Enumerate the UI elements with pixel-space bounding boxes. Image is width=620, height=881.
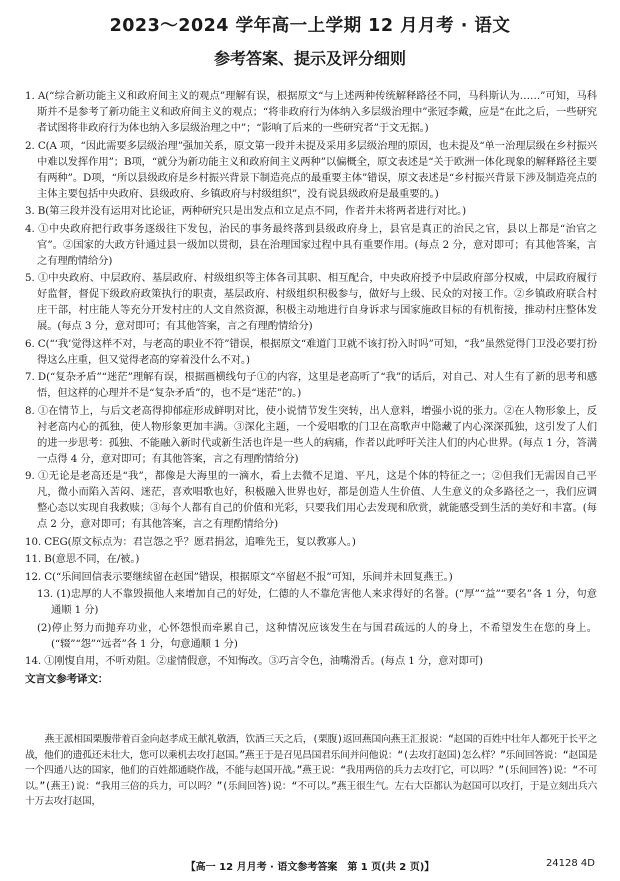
footer-label: 【高一 12 月月考 · 语文参考答案 第 1 页(共 2 页)】 (185, 862, 435, 873)
answer-item-13-part1: 13. (1)忠厚的人不靠毁损他人来增加自己的好处，仁德的人不靠危害他人来求得好的名誉。(“厚”“益”“要名”各 1 分，句意通顺 1 分) (37, 588, 597, 616)
answer-item-4: 4. ①中央政府把行政事务逐级往下发包，治民的事务最终落到县级政府身上，县官是真正的治民之官，县以上都是“治官之官”。②国家的大政方针通过县一级加以贯彻，县在治理国家过程中具有重要作用。(每点 2 分，意对即可；有其他答案，言之有理酌情给分) (25, 222, 597, 267)
footer-code: 24128 4D (545, 858, 595, 869)
answer-item-6: 6. C(“‘我’觉得这样不对，与老高的职业不符”错误，根据原文“难道门卫就不该打扮入时吗”可知，“我”虽然觉得门卫没必要打扮得这么庄重，但又觉得老高的穿着没什么不对。) (25, 337, 597, 366)
answer-item-1: 1. A(“综合新功能主义和政府间主义的观点”理解有误，根据原文“与上述两种传统解释路径不同，马科斯认为……”可知，马科斯并不是参考了新功能主义和政府间主义的观点；“将非政府行为体纳入多层级治理中”张冠李戴，应是“在此之后，一些研究者试图将非政府行为体也纳入多层级治理之中”；“影响了后来的一些研究者”于文无据。) (25, 90, 597, 134)
answer-item-11: 11. B(意思不同，在/被。) (25, 553, 140, 565)
answer-item-12: 12. C(“乐间回信表示要继续留在赵国”错误，根据原文“卒留赵不报”可知，乐间并未回复燕王。) (25, 570, 453, 583)
translation-text: 燕王派相国栗腹带着百金向赵孝成王献礼敬酒，饮酒三天之后，(栗腹)返回燕国向燕王汇报说：“赵国的百姓中壮年人都死于长平之战，他们的遗孤还未壮大，您可以乘机去攻打赵国。”燕王于是召见昌国君乐间并问他说：“(去攻打赵国)怎么样？”乐间回答说：“赵国是一个四通八达的国家，他们的百姓都通晓作战，不能与赵国开战。”燕王说：“我用两倍的兵力去攻打它，可以吗？”(乐间回答)说：“不可以。”(燕王)说：“我用三倍的兵力，可以吗？”(乐间回答)说：“不可以。”燕王很生气。左右大臣都认为赵国可以攻打，于是立刻出兵六十万去攻打赵国， (25, 734, 597, 807)
answer-item-14: 14. ①刚愎自用，不听劝阻。②虚情假意，不知悔改。③巧言令色，油嘴滑舌。(每点 1 分，意对即可) (25, 655, 483, 667)
answer-item-2: 2. C(A 项，“因此需要多层级治理”强加关系，原文第一段并未提及采用多层级治理的原因，也未提及“单一治理层级在乡村振兴中难以发挥作用”；B项，“就分为新功能主义和政府间主义两种”以偏概全，原文表述是“关于欧洲一体化现象的解释路径主要有两种”。D项，“所以县级政府是乡村振兴背景下制造亮点的最重要主体”错误，原文表述是“乡村振兴背景下涉及制造亮点的主体主要包括中央政府、县级政府、乡镇政府与村级组织”，没有说县级政府是最重要的。) (25, 139, 597, 200)
answer-item-7: 7. D(“复杂矛盾”“迷茫”理解有误，根据画横线句子①的内容，这里是老高听了“我”的话后，对自己、对人生有了新的思考和感悟，但这样的心理并不是“复杂矛盾”的，也不是“迷茫”的。) (25, 371, 597, 399)
answer-item-9: 9. ①无论是老高还是“我”，都像是大海里的一滴水，看上去微不足道、平凡，这是个体的特征之一；②但我们无需因自己平凡，微小而陷入苦闷、迷茫，喜欢唱歌也好，积极融入世界也好，都是创造人生价值、人生意义的众多路径之一，我们应调整心态以实现自我救赎；③每个人都有自己的价值和光彩，只要我们用心去发现和欣赏，就能感受到生活的美好和丰富。(每点 2 分，意对即可；有其他答案，言之有理酌情给分) (25, 470, 597, 530)
answer-item-5: 5. ①中央政府、中层政府、基层政府、村级组织等主体各司其职、相互配合，中央政府授予中层政府部分权威，中层政府履行好监督，督促下级政府政策执行的职责，基层政府、村级组织积极参与，做好与上级、民众的对接工作。②乡镇政府联合村庄干部，村庄能人等充分开发村庄的人文自然资源，积极主动地进行自身诉求与国家施政目标的有机衔接，推动村庄整体发展。(每点 3 分，意对即可；有其他答案，言之有理酌情给分) (25, 272, 597, 332)
answer-item-13-part2: (2)停止努力而抛弃功业，心怀怨恨而牵累自己，这种情况应该发生在与国君疏远的人的身上，不希望发生在您的身上。(“辍”“怨”“远者”各 1 分，句意通顺 1 分) (37, 621, 597, 650)
page-footer (0, 858, 620, 874)
document-subtitle: 参考答案、提示及评分细则 (213, 49, 406, 68)
document-title: 2023～2024 学年高一上学期 12 月月考 · 语文 (109, 16, 511, 36)
translation-heading: 文言文参考译文： (25, 672, 109, 685)
answer-item-3: 3. B(第三段并没有运用对比论证，两种研究只是出发点和立足点不同，作者并未将两者进行对比。) (25, 205, 467, 217)
answer-item-10: 10. CEG(原文标点为：君岂怨之乎？愿君捐忿，追唯先王，复以教寡人。) (25, 535, 356, 548)
answer-item-8: 8. ①在情节上，与后文老高得抑郁症形成鲜明对比，使小说情节发生突转，出人意料，增强小说的张力。②在人物形象上，反衬老高内心的孤独，使人物形象更加丰满。③深化主题，一个爱唱歌的门卫在高歌声中隐藏了内心深深孤独，这引发了人们的进一步思考：孤独、不能融入新时代或新生活也许是一些人的病痛，作者以此呼吁关注人们的内心世界。(每点 1 分，答满一点得 4 分，意对即可；有其他答案，言之有理酌情给分) (25, 404, 597, 465)
answer-list (25, 88, 597, 688)
